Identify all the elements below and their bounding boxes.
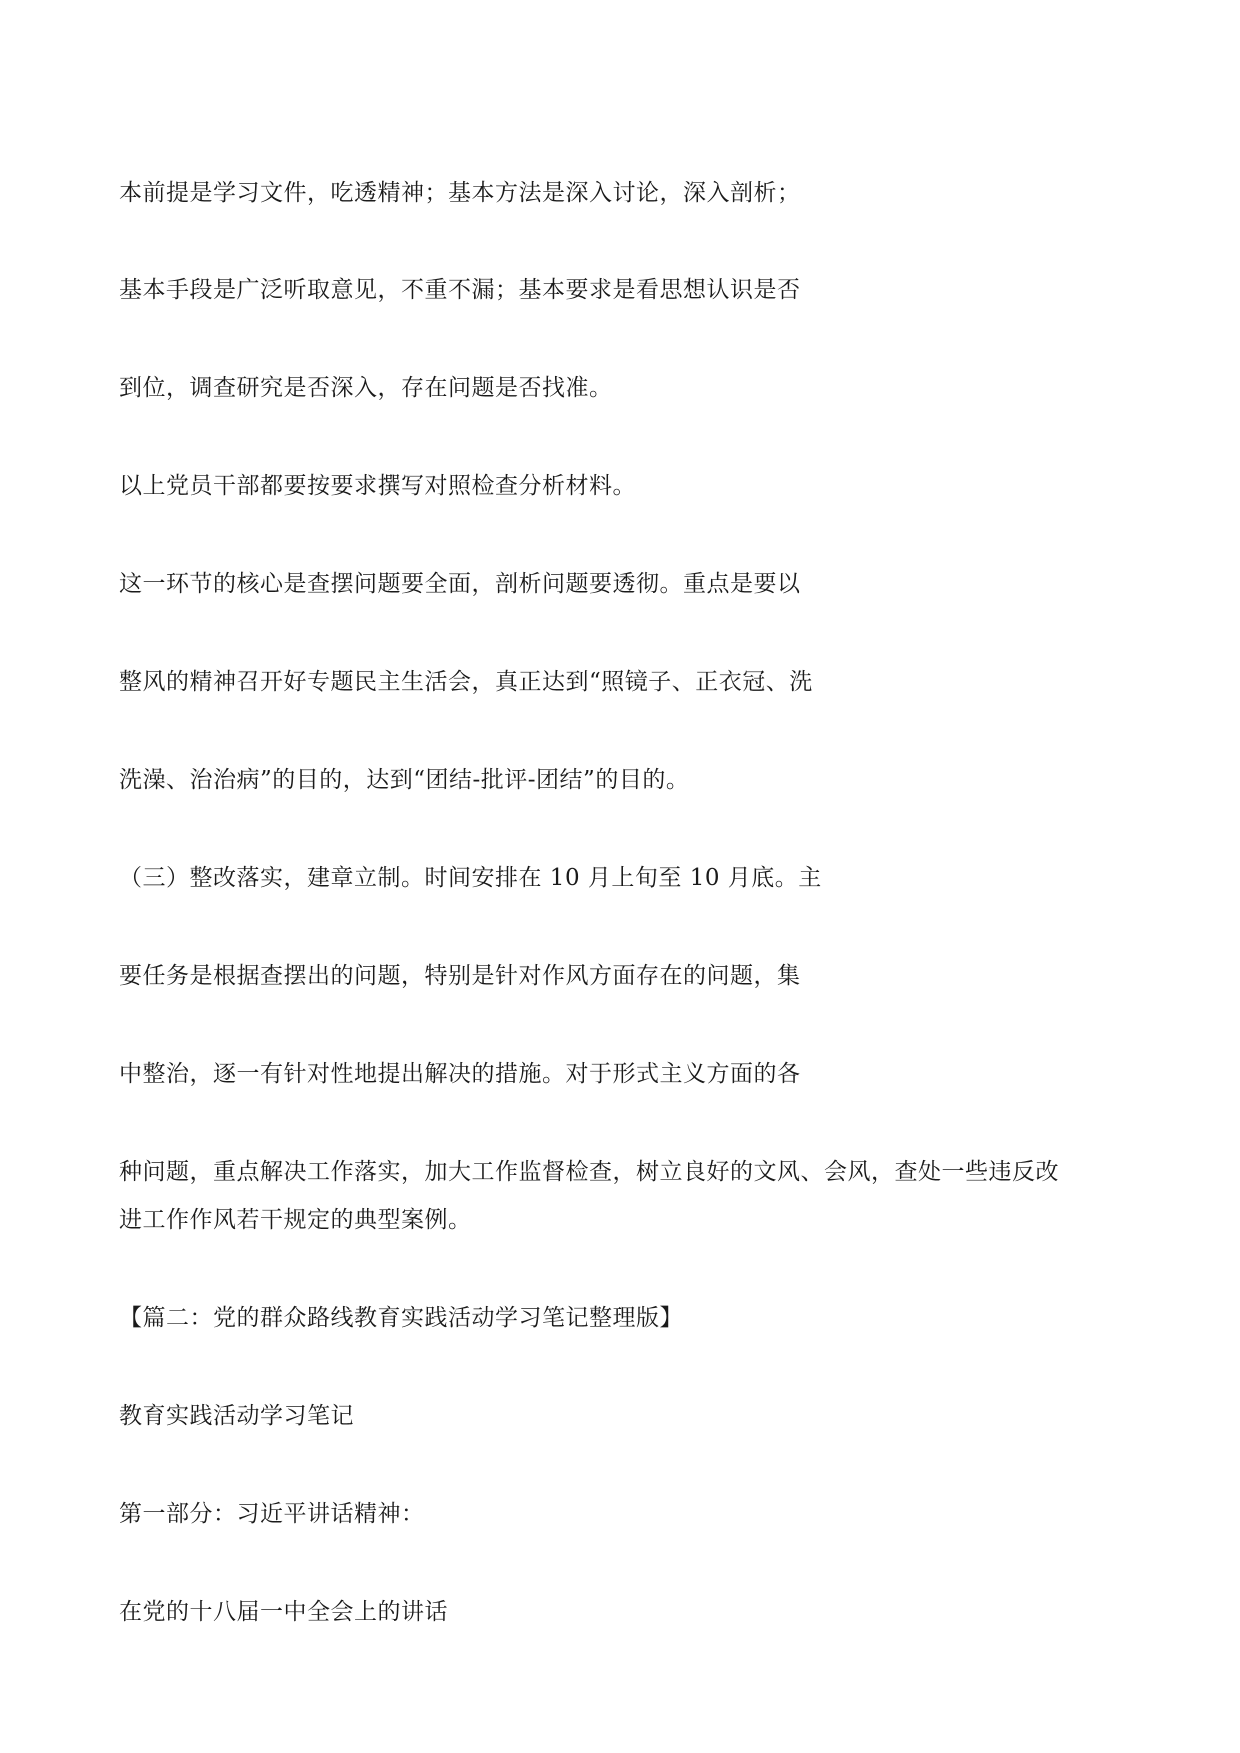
text-line: 到位，调查研究是否深入，存在问题是否找准。 [119, 375, 613, 401]
part-heading: 第一部分：习近平讲话精神： [119, 1501, 425, 1527]
text-line: 洗澡、治治病”的目的，达到“团结-批评-团结”的目的。 [119, 767, 690, 793]
text-line: 这一环节的核心是查摆问题要全面，剖析问题要透彻。重点是要以 [119, 571, 801, 597]
subheading: 教育实践活动学习笔记 [119, 1403, 354, 1429]
section-heading: 【篇二：党的群众路线教育实践活动学习笔记整理版】 [119, 1305, 683, 1331]
text-line: （三）整改落实，建章立制。时间安排在 10 月上旬至 10 月底。主 [119, 865, 822, 891]
text-line: 基本手段是广泛听取意见，不重不漏；基本要求是看思想认识是否 [119, 277, 801, 303]
text-line: 以上党员干部都要按要求撰写对照检查分析材料。 [119, 473, 636, 499]
text-line: 中整治，逐一有针对性地提出解决的措施。对于形式主义方面的各 [119, 1061, 801, 1087]
text-line: 整风的精神召开好专题民主生活会，真正达到“照镜子、正衣冠、洗 [119, 669, 813, 695]
text-line: 进工作作风若干规定的典型案例。 [119, 1207, 472, 1233]
text-line: 种问题，重点解决工作落实，加大工作监督检查，树立良好的文风、会风，查处一些违反改 [119, 1159, 1059, 1185]
text-line: 本前提是学习文件，吃透精神；基本方法是深入讨论，深入剖析； [119, 180, 801, 206]
text-line: 要任务是根据查摆出的问题，特别是针对作风方面存在的问题，集 [119, 963, 801, 989]
text-line: 在党的十八届一中全会上的讲话 [119, 1599, 448, 1625]
